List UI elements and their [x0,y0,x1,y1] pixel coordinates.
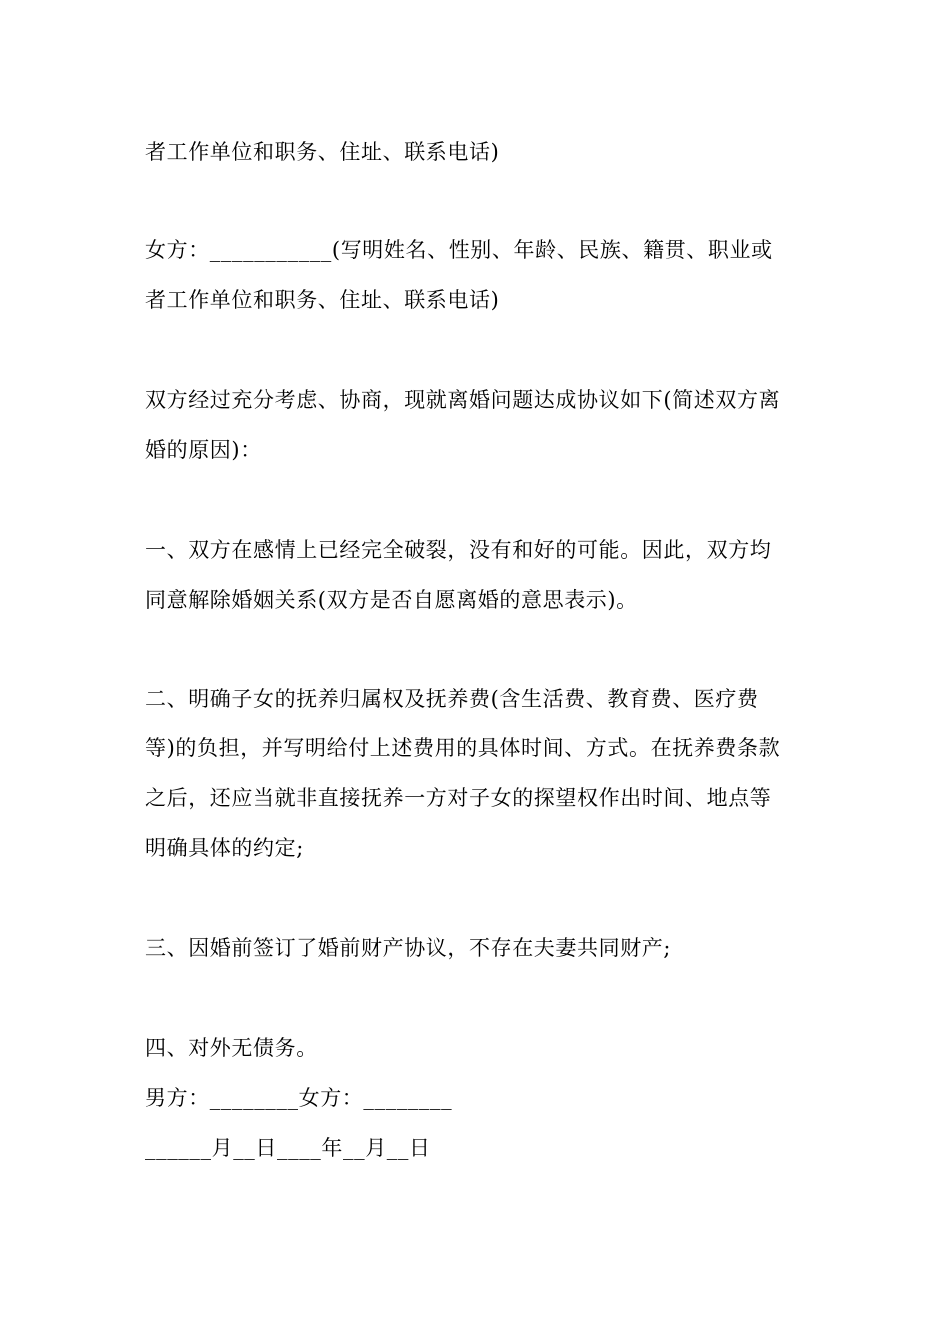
paragraph-line: 三、因婚前签订了婚前财产协议，不存在夫妻共同财产; [145,936,672,960]
paragraph-line: 婚的原因)： [145,438,262,462]
paragraph-line: 双方经过充分考虑、协商，现就离婚问题达成协议如下(简述双方离 [145,388,781,412]
paragraph-line: 一、双方在感情上已经完全破裂，没有和好的可能。因此，双方均 [145,538,772,562]
paragraph-line: 等)的负担，并写明给付上述费用的具体时间、方式。在抚养费条款 [145,736,781,760]
paragraph-line: 同意解除婚姻关系(双方是否自愿离婚的意思表示)。 [145,588,638,612]
paragraph-line: 明确具体的约定; [145,836,304,860]
paragraph-line: 者工作单位和职务、住址、联系电话) [145,140,500,164]
paragraph-line: 者工作单位和职务、住址、联系电话) [145,288,500,312]
paragraph-line: 之后，还应当就非直接抚养一方对子女的探望权作出时间、地点等 [145,786,772,810]
paragraph-line: 二、明确子女的抚养归属权及抚养费(含生活费、教育费、医疗费 [145,687,759,711]
signature-line: 男方：________女方：________ [145,1086,453,1110]
paragraph-line: 四、对外无债务。 [145,1036,318,1060]
paragraph-line: 女方：___________(写明姓名、性别、年龄、民族、籍贯、职业或 [145,238,773,262]
date-line: ______月__日____年__月__日 [145,1136,431,1160]
